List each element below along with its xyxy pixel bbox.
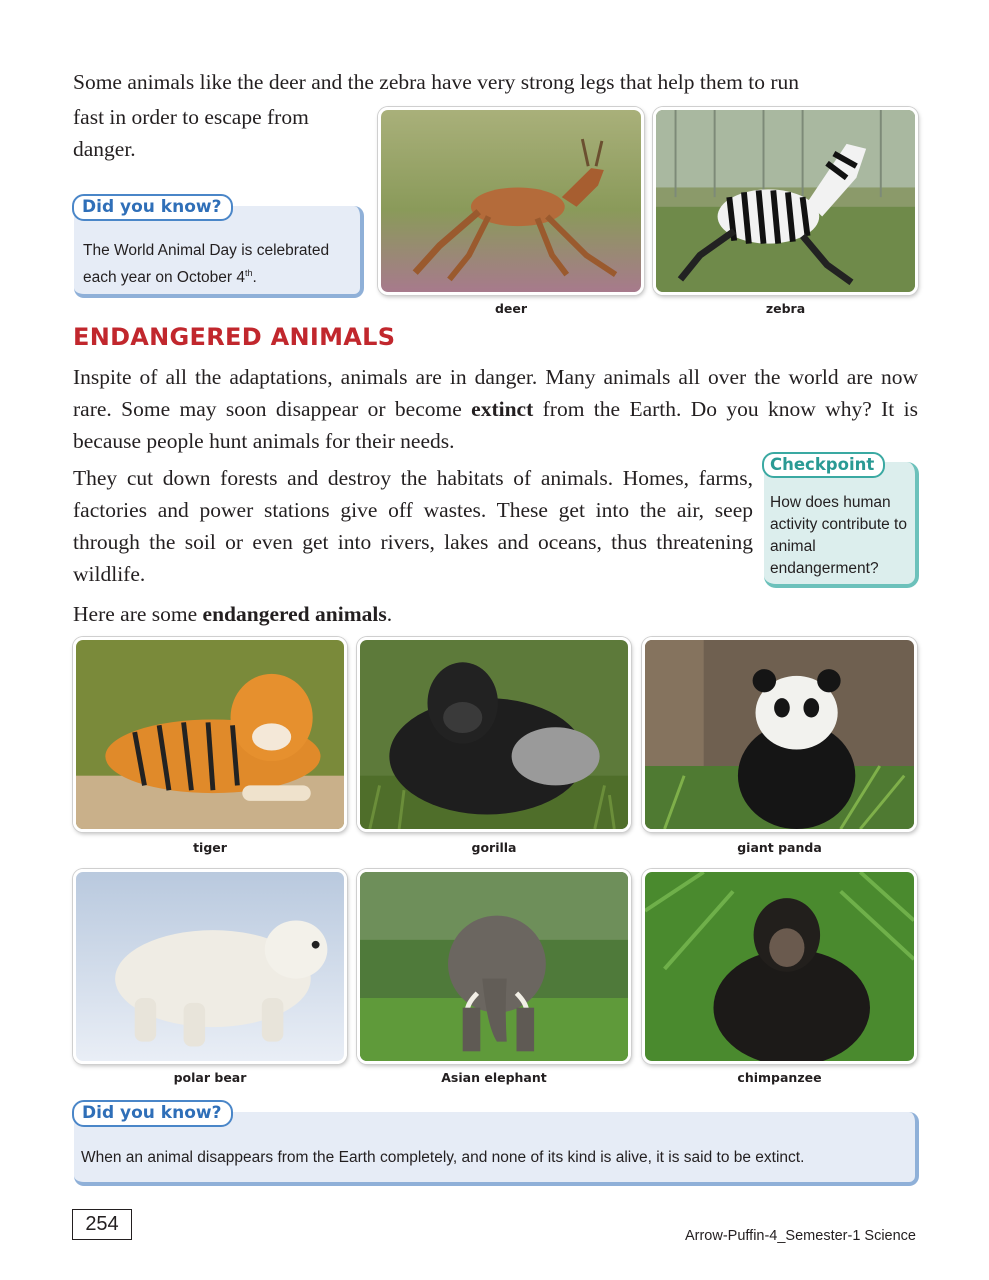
did-you-know-box (74, 197, 364, 298)
tiger-photo (73, 637, 347, 832)
polar-bear-photo (73, 869, 347, 1064)
photo-caption-chimpanzee: chimpanzee (737, 1070, 822, 1085)
photo-caption-tiger: tiger (193, 840, 227, 855)
did-you-know-text: When an animal disappears from the Earth completely, and none of its kind is alive, it is said to be extinct. (81, 1149, 805, 1166)
checkpoint-title: Checkpoint (762, 452, 885, 478)
paragraph-habitat-destruction: They cut down forests and destroy the habitats of animals. Homes, farms, factories and power stations give off wastes. These get into the air, seep through the soil or even get into rivers, lakes and oceans, thus threatening wildlife. (73, 466, 753, 586)
checkpoint-question: How does human activity contribute to animal endangerment? (770, 494, 907, 577)
photo-caption-zebra: zebra (765, 301, 806, 316)
did-you-know-box-bottom (74, 1103, 919, 1186)
section-heading: ENDANGERED ANIMALS (73, 323, 396, 351)
paragraph-endangered-list-intro: Here are some endangered animals. (73, 602, 393, 626)
checkpoint-box (764, 455, 919, 588)
intro-text-line: Some animals like the deer and the zebra have very strong legs that help them to run (73, 70, 799, 94)
page-number: 254 (72, 1209, 132, 1240)
paragraph-endangered-intro: Inspite of all the adaptations, animals are in danger. Many animals all over the world are now rare. Some may soon disappear or become extinct from the Earth. Do you know why? It is because people hunt animals for their needs. (73, 365, 918, 453)
intro-text-continuation: fast in order to escape from danger. (73, 105, 309, 161)
did-you-know-text: The World Animal Day is celebrated each year on October 4th. (83, 242, 330, 287)
did-you-know-title: Did you know? (72, 1100, 233, 1127)
book-title: Arrow-Puffin-4_Semester-1 Science (684, 1228, 916, 1244)
chimpanzee-photo (642, 869, 917, 1064)
photo-caption-asian-elephant: Asian elephant (441, 1070, 547, 1085)
zebra-photo (653, 107, 918, 295)
photo-caption-deer: deer (494, 301, 528, 316)
giant-panda-photo (642, 637, 917, 832)
photo-caption-polar-bear: polar bear (173, 1070, 247, 1085)
deer-photo (378, 107, 644, 295)
gorilla-photo (357, 637, 631, 832)
did-you-know-title: Did you know? (72, 194, 233, 221)
photo-caption-gorilla: gorilla (471, 840, 517, 855)
asian-elephant-photo (357, 869, 631, 1064)
photo-caption-giant-panda: giant panda (737, 840, 822, 855)
